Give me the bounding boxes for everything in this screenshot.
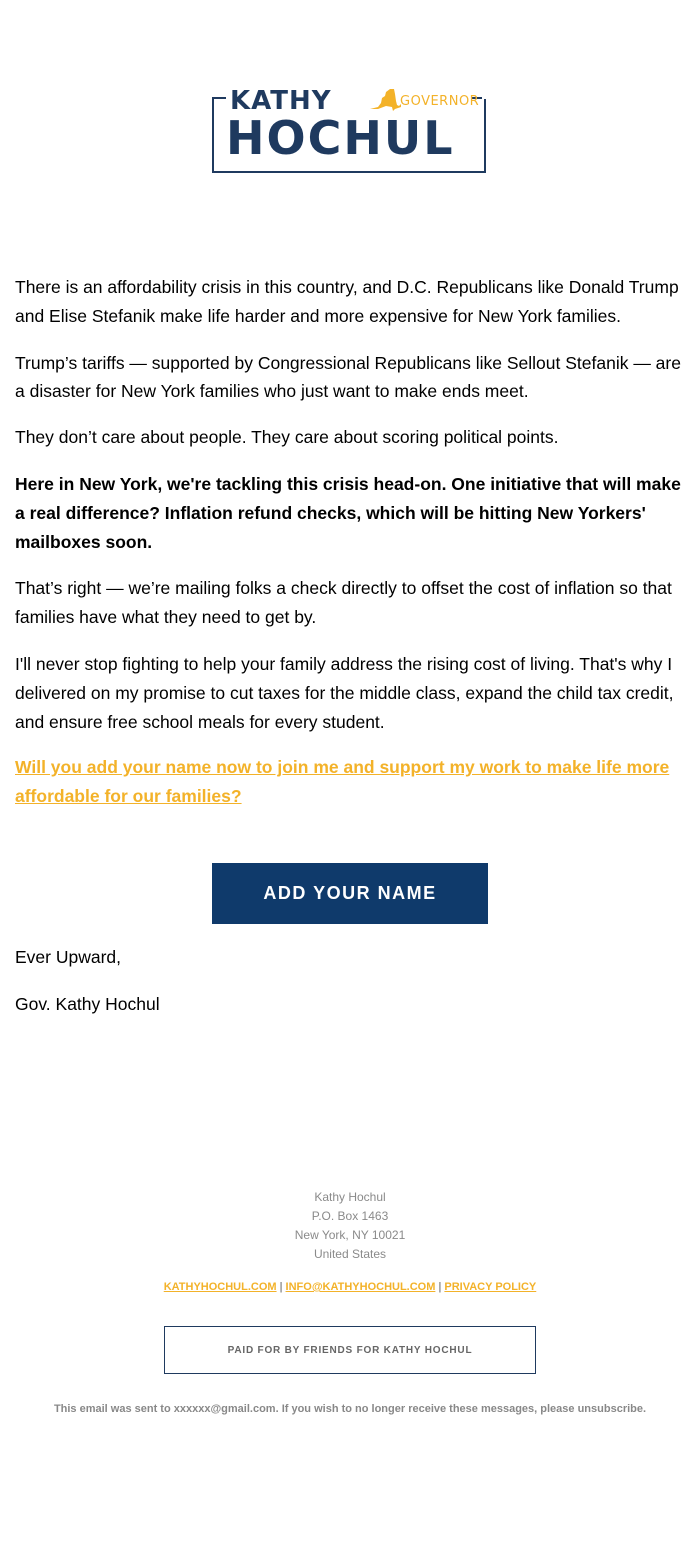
email-body (15, 273, 687, 811)
new-york-state-icon (368, 87, 402, 113)
logo-first-name: KATHY (230, 86, 332, 116)
footer-address-country: United States (313, 1247, 387, 1261)
closing-line: Ever Upward, (15, 947, 122, 967)
privacy-policy-link[interactable]: PRIVACY POLICY (444, 1281, 537, 1293)
email-link[interactable]: INFO@KATHYHOCHUL.COM (285, 1281, 436, 1293)
footer-links (0, 1279, 700, 1295)
unsubscribe-notice: This email was sent to xxxxxx@gmail.com. If you wish to no longer receive these messages, please unsubscribe. (53, 1403, 647, 1415)
signature-name: Gov. Kathy Hochul (15, 994, 160, 1014)
paragraph-never-stop: I'll never stop fighting to help your family address the rising cost of living. That's why I delivered on my promise to cut taxes for the middle class, expand the child tax credit, and ensure free school meals for every student. (15, 653, 674, 732)
add-your-name-button[interactable]: ADD YOUR NAME (212, 863, 488, 924)
footer-address-city: New York, NY 10021 (294, 1228, 406, 1242)
logo-frame-top-left (212, 97, 226, 99)
link-separator: | (279, 1281, 283, 1293)
website-link[interactable]: KATHYHOCHUL.COM (163, 1281, 277, 1293)
paragraph-affordability: There is an affordability crisis in this country, and D.C. Republicans like Donald Trump and Elise Stefanik make life harder and more expensive for New York families. (15, 277, 679, 326)
kathy-hochul-governor-logo (212, 86, 486, 175)
paid-for-disclaimer: PAID FOR BY FRIENDS FOR KATHY HOCHUL (164, 1326, 536, 1374)
link-separator: | (438, 1281, 442, 1293)
paragraph-mailing-checks: That’s right — we’re mailing folks a check directly to offset the cost of inflation so that families have what they need to get by. (15, 578, 672, 628)
paragraph-inflation-refund: Here in New York, we're tackling this crisis head-on. One initiative that will make a real difference? Inflation refund checks, which will be hitting New Yorkers' mailboxes soon. (15, 473, 681, 552)
footer-address-pobox: P.O. Box 1463 (311, 1209, 389, 1223)
logo-governor-title: GOVERNOR (400, 94, 480, 109)
add-your-name-link[interactable]: Will you add your name now to join me and support my work to make life more affordable for our families? (15, 757, 670, 807)
paragraph-political-points: They don’t care about people. They care about scoring political points. (15, 427, 559, 448)
logo-last-name: HOCHUL (226, 111, 455, 165)
footer-address-name: Kathy Hochul (314, 1190, 386, 1204)
paragraph-tariffs: Trump’s tariffs — supported by Congressional Republicans like Sellout Stefanik — are a disaster for New York families who just want to make ends meet. (15, 352, 681, 402)
